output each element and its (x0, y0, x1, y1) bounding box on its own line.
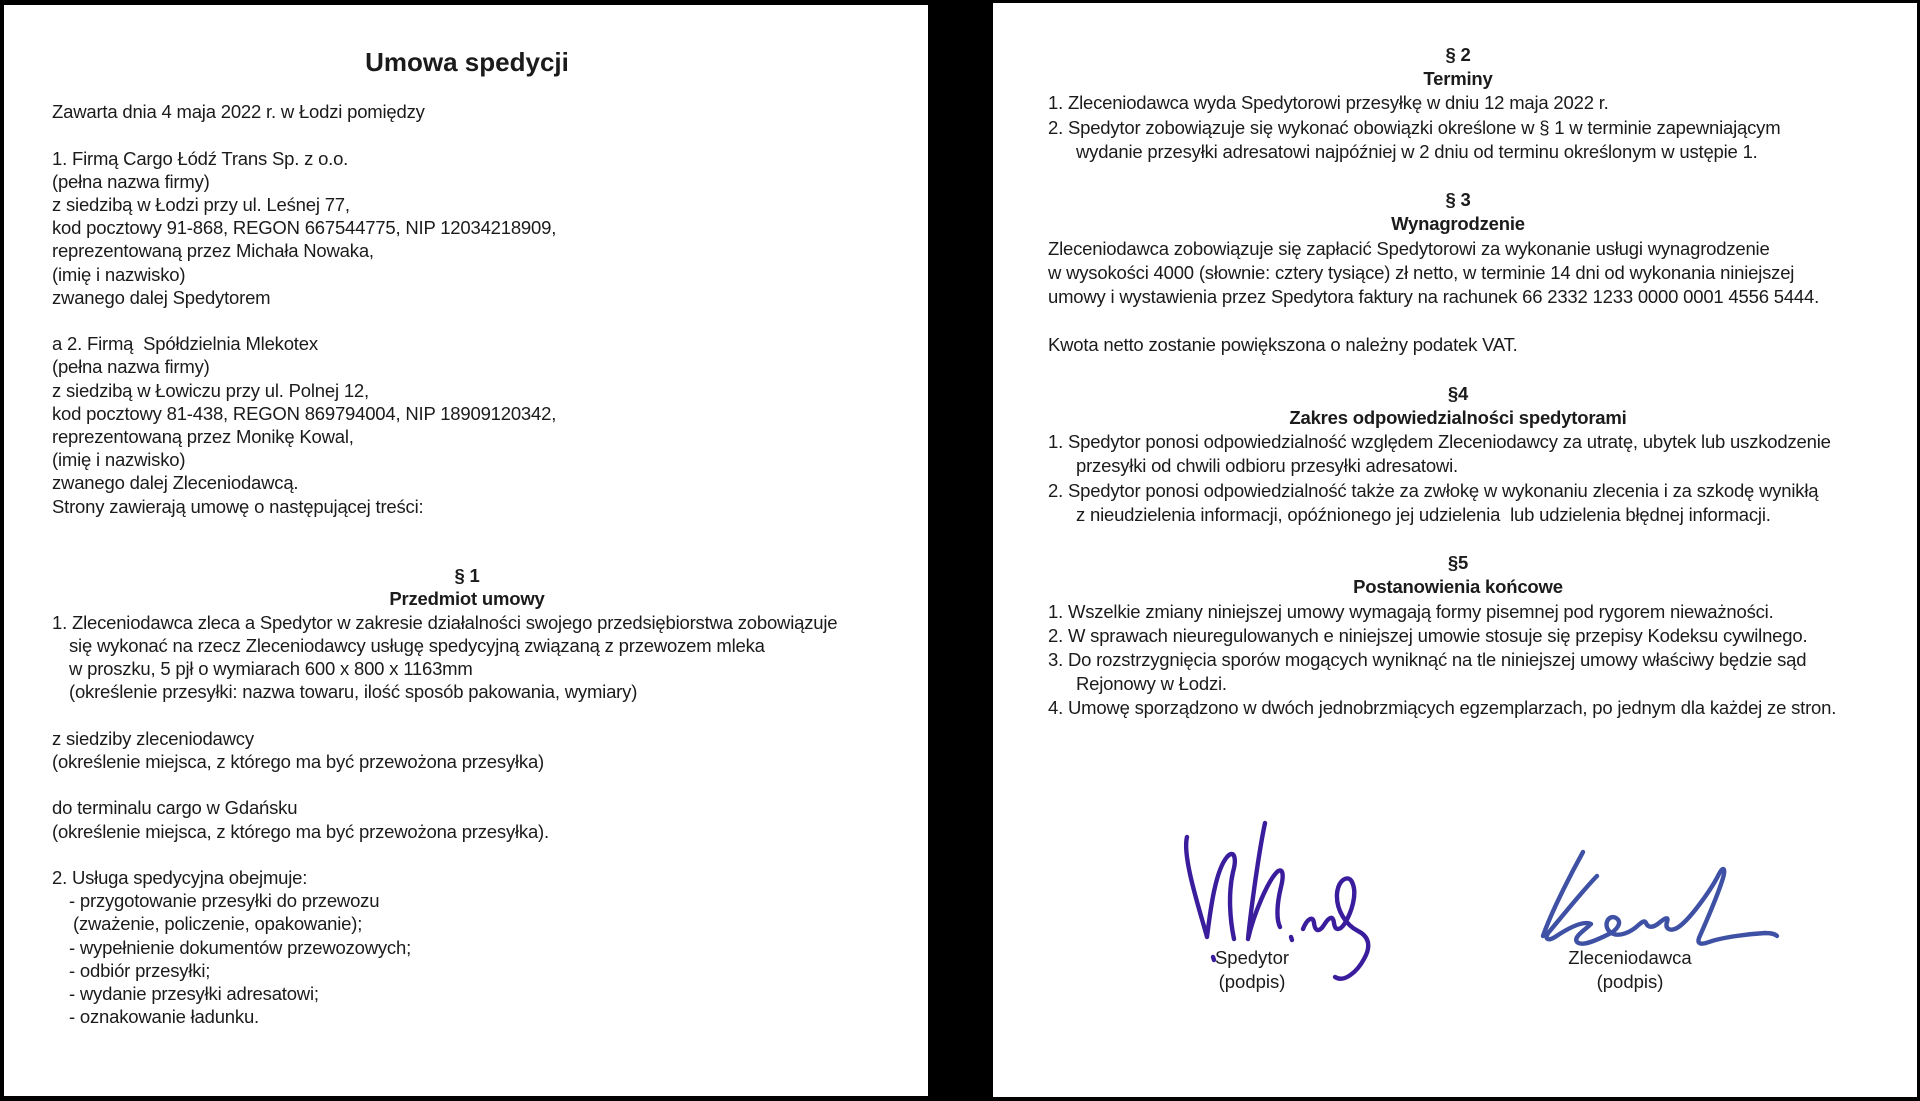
section-heading-line: Postanowienia końcowe (1353, 576, 1563, 598)
section-heading-line: § 2 (1445, 44, 1471, 65)
section-heading-line: Zakres odpowiedzialności spedytorami (1289, 407, 1627, 429)
document-line: 2. Spedytor zobowiązuje się wykonać obowiązki określone w § 1 w terminie zapewniającym (1048, 116, 1781, 138)
document-line (52, 703, 882, 726)
document-line (52, 518, 882, 541)
document-line: reprezentowaną przez Monikę Kowal, (52, 426, 354, 448)
document-line: Rejonowy w Łodzi. (1076, 673, 1227, 695)
document-line: (zważenie, policzenie, opakowanie); (73, 913, 363, 935)
document-line: - odbiór przesyłki; (69, 959, 211, 981)
document-line: - wydanie przesyłki adresatowi; (69, 982, 319, 1004)
document-line: do terminalu cargo w Gdańsku (52, 797, 298, 819)
document-line (52, 541, 882, 564)
document-line: (imię i nazwisko) (52, 263, 186, 285)
document-line: (określenie przesyłki: nazwa towaru, ilość sposób pakowania, wymiary) (69, 681, 638, 703)
contract-page-1-text (4, 5, 882, 1028)
document-line: 1. Firmą Cargo Łódź Trans Sp. z o.o. (52, 147, 349, 169)
spedytor-signature-sublabel: (podpis) (1218, 971, 1286, 993)
document-line: kod pocztowy 81-438, REGON 869794004, NIP 18909120342, (52, 402, 557, 424)
document-line: 1. Spedytor ponosi odpowiedzialność względem Zleceniodawcy za utratę, ubytek lub uszkodzenie (1048, 431, 1831, 453)
document-line: (imię i nazwisko) (52, 449, 186, 471)
section-heading-line: §5 (1447, 552, 1469, 574)
document-title-line: Umowa spedycji (365, 47, 569, 77)
document-line: z siedziby zleceniodawcy (52, 727, 254, 749)
document-line (1048, 527, 1868, 551)
section-heading-line: § 3 (1445, 189, 1471, 211)
document-line: 2. Spedytor ponosi odpowiedzialność także za zwłokę w wykonaniu zlecenia i za szkodę wynikłą (1048, 479, 1819, 501)
document-line (52, 77, 882, 100)
document-line: 1. Zleceniodawca zleca a Spedytor w zakresie działalności swojego przedsiębiorstwa zobowiązuje (52, 611, 838, 633)
document-line: Strony zawierają umowę o następującej treści: (52, 495, 424, 517)
document-line: z siedzibą w Łodzi przy ul. Leśnej 77, (52, 194, 350, 216)
section-heading-line: §4 (1447, 382, 1469, 404)
document-line: z nieudzielenia informacji, opóźnionego jej udzielenia lub udzielenia błędnej informacji. (1076, 503, 1771, 525)
document-line: reprezentowaną przez Michała Nowaka, (52, 240, 374, 262)
document-line: - wypełnienie dokumentów przewozowych; (69, 936, 412, 958)
document-line: z siedzibą w Łowiczu przy ul. Polnej 12, (52, 379, 369, 401)
document-line: w wysokości 4000 (słownie: cztery tysiące) zł netto, w terminie 14 dni od wykonania niniejszej (1048, 261, 1795, 283)
document-line (1048, 309, 1868, 333)
spedytor-signature-block (1143, 815, 1393, 1005)
document-line: 3. Do rozstrzygnięcia sporów mogących wyniknąć na tle niniejszej umowy właściwy będzie sąd (1048, 649, 1807, 671)
document-line: 2. Usługa spedycyjna obejmuje: (52, 866, 308, 888)
document-line: (określenie miejsca, z którego ma być przewożona przesyłka). (52, 820, 549, 842)
document-line: - przygotowanie przesyłki do przewozu (69, 890, 380, 912)
spedytor-signature-label: Spedytor (1214, 947, 1290, 968)
contract-page-2-text (993, 3, 1868, 721)
document-line: 2. W sprawach nieuregulowanych e niniejszej umowie stosuje się przepisy Kodeksu cywilnego. (1048, 624, 1808, 646)
document-line: Kwota netto zostanie powiększona o należny podatek VAT. (1048, 334, 1518, 356)
document-line (1048, 358, 1868, 382)
document-line: umowy i wystawienia przez Spedytora faktury na rachunek 66 2332 1233 0000 0001 4556 5444. (1048, 286, 1820, 308)
document-line: zwanego dalej Spedytorem (52, 286, 271, 308)
document-line: (pełna nazwa firmy) (52, 170, 210, 192)
document-line: przesyłki od chwili odbioru przesyłki adresatowi. (1076, 455, 1458, 477)
document-line (52, 773, 882, 796)
document-line: - oznakowanie ładunku. (69, 1006, 259, 1028)
document-line: a 2. Firmą Spółdzielnia Mlekotex (52, 333, 318, 355)
section-heading-line: § 1 (454, 565, 480, 587)
document-line: (pełna nazwa firmy) (52, 356, 210, 378)
document-line: w proszku, 5 pjł o wymiarach 600 x 800 x 1163mm (69, 658, 473, 680)
section-heading-line: Terminy (1423, 68, 1493, 90)
document-line: Zleceniodawca zobowiązuje się zapłacić Spedytorowi za wykonanie usługi wynagrodzenie (1048, 237, 1770, 259)
zleceniodawca-signature-label: Zleceniodawca (1568, 947, 1692, 968)
document-line: (określenie miejsca, z którego ma być przewożona przesyłka) (52, 750, 545, 772)
document-line: zwanego dalej Zleceniodawcą. (52, 472, 299, 494)
document-line: Zawarta dnia 4 maja 2022 r. w Łodzi pomiędzy (52, 101, 425, 123)
document-line: 4. Umowę sporządzono w dwóch jednobrzmiących egzemplarzach, po jednym dla każdej ze stron. (1048, 697, 1837, 719)
document-line: wydanie przesyłki adresatowi najpóźniej w 2 dniu od terminu określonym w ustępie 1. (1076, 140, 1758, 162)
section-heading-line: Wynagrodzenie (1391, 213, 1525, 235)
document-line: się wykonać na rzecz Zleceniodawcy usługę spedycyjną związaną z przewozem mleka (69, 634, 765, 656)
document-line (52, 843, 882, 866)
document-line (52, 309, 882, 332)
document-line (52, 123, 882, 146)
zleceniodawca-signature-sublabel: (podpis) (1596, 971, 1664, 993)
section-heading-line: Przedmiot umowy (389, 588, 545, 610)
document-line: 1. Zleceniodawca wyda Spedytorowi przesyłkę w dniu 12 maja 2022 r. (1048, 92, 1609, 114)
contract-page-2 (993, 3, 1917, 1097)
zleceniodawca-signature-block (1503, 836, 1803, 1001)
document-line (1048, 164, 1868, 188)
document-line: 1. Wszelkie zmiany niniejszej umowy wymagają formy pisemnej pod rygorem nieważności. (1048, 600, 1774, 622)
document-line: kod pocztowy 91-868, REGON 667544775, NIP 12034218909, (52, 217, 557, 239)
contract-page-1 (4, 5, 928, 1096)
